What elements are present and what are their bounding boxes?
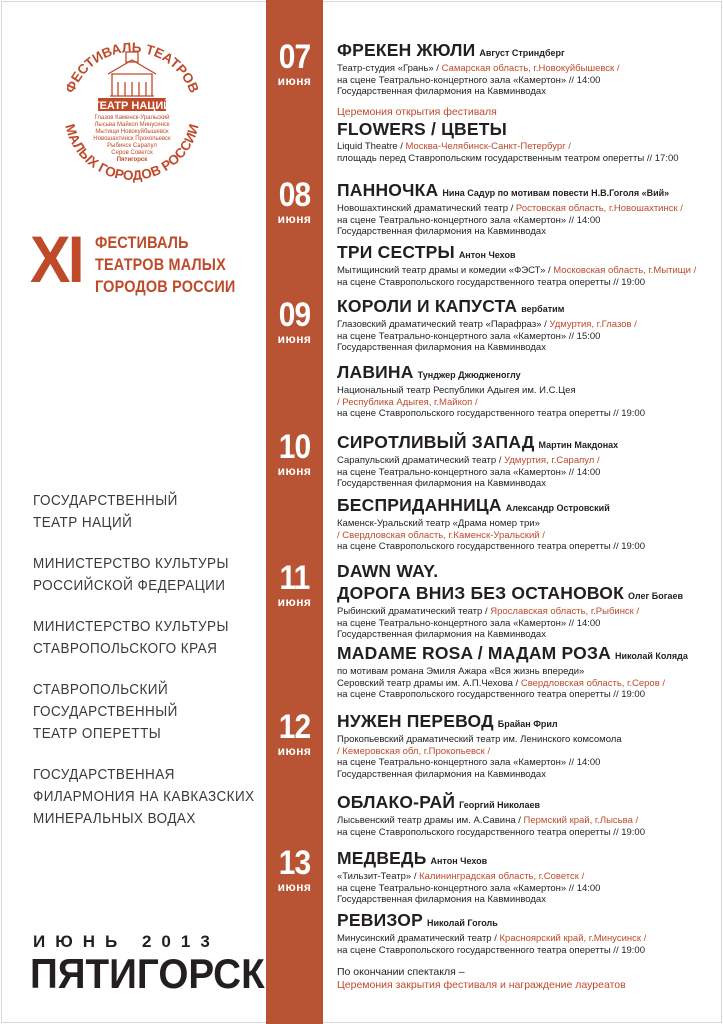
event-author: Олег Богаев bbox=[628, 591, 683, 601]
event-region: Самарская область, г.Новокуйбышевск / bbox=[441, 63, 620, 74]
event-title-row bbox=[337, 583, 712, 606]
date-day: 08 bbox=[278, 176, 311, 214]
event-title-row bbox=[337, 643, 712, 666]
event-detail: на сцене Театрально-концертного зала «Камертон» // 14:00 bbox=[337, 757, 601, 768]
date-day: 07 bbox=[278, 38, 311, 76]
event-title-row bbox=[337, 792, 712, 815]
event-detail-line bbox=[337, 478, 712, 490]
event-author: Мартин Макдонах bbox=[538, 440, 619, 450]
organizer bbox=[33, 490, 265, 534]
festival-name-line: ФЕСТИВАЛЬ bbox=[95, 233, 189, 252]
event-detail: на сцене Ставропольского государственного театра оперетты // 19:00 bbox=[337, 826, 645, 838]
event-detail-line bbox=[337, 215, 712, 227]
event-detail-line bbox=[337, 678, 712, 690]
event-title-row bbox=[337, 848, 712, 871]
event-author: вербатим bbox=[521, 304, 565, 314]
event-title-row bbox=[337, 296, 712, 319]
event-detail-line bbox=[337, 734, 712, 746]
date-month: июня bbox=[277, 332, 312, 346]
event-author: Николай Гоголь bbox=[426, 918, 498, 928]
event-title: РЕВИЗОР bbox=[337, 910, 423, 930]
event-detail-line bbox=[337, 86, 712, 98]
event-detail: на сцене Театрально-концертного зала «Камертон» // 14:00 bbox=[337, 882, 601, 894]
event-detail-line bbox=[337, 385, 712, 397]
program-event bbox=[337, 848, 712, 906]
event-title: ПАННОЧКА bbox=[337, 180, 439, 200]
event-detail-line bbox=[337, 141, 712, 153]
event-detail: Мытищинский театр драмы и комедии «ФЭСТ» / bbox=[337, 265, 554, 276]
event-detail-line bbox=[337, 63, 712, 75]
event-detail-line bbox=[337, 518, 712, 530]
logo-center-text: ТЕАТР НАЦИЙ bbox=[92, 100, 172, 112]
program-event bbox=[337, 910, 712, 956]
event-detail: на сцене Театрально-концертного зала «Камертон» // 14:00 bbox=[337, 214, 601, 226]
closing-note-line: По окончании спектакля – bbox=[337, 966, 465, 978]
event-detail-line bbox=[337, 541, 712, 553]
event-author: Николай Коляда bbox=[614, 651, 688, 661]
event-title: КОРОЛИ И КАПУСТА bbox=[337, 296, 518, 316]
festival-month: ИЮНЬ 2013 bbox=[33, 932, 220, 951]
logo-arc-text-top: ФЕСТИВАЛЬ ТЕАТРОВ bbox=[62, 39, 202, 96]
closing-note bbox=[337, 966, 712, 992]
event-detail: Государственная филармония на Кавминводах bbox=[337, 342, 546, 353]
event-region: Москва-Челябинск-Санкт-Петербург / bbox=[405, 141, 571, 152]
closing-ceremony: Церемония закрытия фестиваля и награждение лауреатов bbox=[337, 979, 626, 991]
event-detail: Государственная филармония на Кавминводах bbox=[337, 226, 546, 237]
event-detail: на сцене Театрально-концертного зала «Камертон» // 14:00 bbox=[337, 617, 601, 629]
event-detail-line bbox=[337, 746, 712, 758]
program-event bbox=[337, 106, 712, 164]
program-event bbox=[337, 432, 712, 490]
event-detail: Государственная филармония на Кавминводах bbox=[337, 894, 546, 905]
date-day: 09 bbox=[278, 296, 311, 334]
event-detail-line bbox=[337, 203, 712, 215]
festival-edition-number: XI bbox=[30, 222, 82, 296]
event-title: FLOWERS / ЦВЕТЫ bbox=[337, 119, 507, 139]
date-label bbox=[266, 40, 323, 88]
event-title-row bbox=[337, 432, 712, 455]
event-detail-line bbox=[337, 530, 712, 542]
event-region: Пермский край, г.Лысьва / bbox=[523, 815, 639, 826]
date-label bbox=[266, 430, 323, 478]
event-title-row bbox=[337, 910, 712, 933]
event-title-row bbox=[337, 711, 712, 734]
event-detail: Государственная филармония на Кавминводах bbox=[337, 629, 546, 640]
program-event bbox=[337, 180, 712, 238]
theatre-building-icon bbox=[108, 52, 156, 96]
event-detail-line bbox=[337, 75, 712, 87]
logo-city-list bbox=[93, 114, 171, 163]
event-detail: Минусинский драматический театр / bbox=[337, 933, 500, 944]
event-detail: на сцене Театрально-концертного зала «Камертон» // 14:00 bbox=[337, 466, 601, 478]
event-detail: Каменск-Уральский театр «Драма номер три» bbox=[337, 518, 540, 529]
event-title-row bbox=[337, 40, 712, 63]
festival-name-line: ГОРОДОВ РОССИИ bbox=[95, 277, 236, 296]
event-detail-line bbox=[337, 757, 712, 769]
event-detail-line bbox=[337, 666, 712, 678]
program-event bbox=[337, 792, 712, 838]
program-event bbox=[337, 40, 712, 98]
event-title: ОБЛАКО-РАЙ bbox=[337, 792, 456, 812]
event-title: БЕСПРИДАННИЦА bbox=[337, 495, 502, 515]
event-detail-line bbox=[337, 883, 712, 895]
event-detail: на сцене Ставропольского государственного театра оперетты // 19:00 bbox=[337, 408, 645, 419]
event-detail-line bbox=[337, 277, 712, 289]
event-detail: площадь перед Ставропольским государственным театром оперетты // 17:00 bbox=[337, 152, 679, 164]
event-detail-line bbox=[337, 265, 712, 277]
event-title: НУЖЕН ПЕРЕВОД bbox=[337, 711, 494, 731]
logo-city: Лысьва Майкоп Минусинск bbox=[94, 122, 170, 128]
event-detail: Государственная филармония на Кавминводах bbox=[337, 768, 546, 780]
event-title-row bbox=[337, 119, 712, 141]
festival-logo bbox=[52, 34, 212, 194]
event-detail: на сцене Ставропольского государственного театра оперетты // 19:00 bbox=[337, 689, 645, 700]
event-detail-line bbox=[337, 769, 712, 781]
organizer bbox=[33, 679, 265, 745]
date-label bbox=[266, 846, 323, 894]
event-detail-line bbox=[337, 397, 712, 409]
event-detail: на сцене Ставропольского государственного театра оперетты // 19:00 bbox=[337, 276, 645, 288]
event-detail-line bbox=[337, 689, 712, 701]
organizer-line: ГОСУДАРСТВЕННЫЙ bbox=[33, 492, 178, 509]
event-detail-line bbox=[337, 606, 712, 618]
event-detail-line bbox=[337, 871, 712, 883]
event-detail: Государственная филармония на Кавминводах bbox=[337, 86, 546, 97]
event-detail: Прокопьевский драматический театр им. Ленинского комсомола bbox=[337, 734, 622, 745]
organizer-line: ГОСУДАРСТВЕННЫЙ bbox=[33, 703, 178, 720]
date-month: июня bbox=[277, 880, 312, 894]
event-detail: Новошахтинский драматический театр / bbox=[337, 203, 516, 214]
event-detail: Государственная филармония на Кавминводах bbox=[337, 478, 546, 489]
program-event bbox=[337, 242, 712, 288]
date-day: 12 bbox=[278, 708, 311, 746]
event-detail: Серовский театр драмы им. А.П.Чехова / bbox=[337, 677, 521, 689]
festival-title bbox=[30, 222, 265, 306]
event-title-row bbox=[337, 362, 712, 385]
event-title-row bbox=[337, 561, 712, 583]
organizer bbox=[33, 616, 265, 660]
organizer-line: ТЕАТР НАЦИЙ bbox=[33, 514, 133, 531]
event-detail: Сарапульский драматический театр / bbox=[337, 455, 505, 466]
organizer bbox=[33, 764, 265, 830]
organizer-line: МИНИСТЕРСТВО КУЛЬТУРЫ bbox=[33, 555, 229, 572]
event-title: ЛАВИНА bbox=[337, 362, 414, 382]
event-author: Антон Чехов bbox=[430, 856, 488, 866]
event-detail: Глазовский драматический театр «Парафраз» / bbox=[337, 319, 550, 330]
date-month: июня bbox=[277, 464, 312, 478]
event-detail-line bbox=[337, 319, 712, 331]
organizer-line: СТАВРОПОЛЬСКОГО КРАЯ bbox=[33, 640, 218, 657]
event-title: ТРИ СЕСТРЫ bbox=[337, 242, 455, 262]
logo-city: Рыбинск Сарапул bbox=[107, 143, 157, 149]
event-detail: по мотивам романа Эмиля Ажара «Вся жизнь впереди» bbox=[337, 666, 585, 677]
event-detail-line bbox=[337, 226, 712, 238]
event-title: ФРЕКЕН ЖЮЛИ bbox=[337, 40, 476, 60]
logo-city: Глазов Каменск-Уральский bbox=[94, 115, 170, 121]
event-author: Брайан Фрил bbox=[497, 719, 558, 729]
event-detail: на сцене Ставропольского государственного театра оперетты // 19:00 bbox=[337, 944, 645, 956]
program-event bbox=[337, 495, 712, 553]
event-detail-line bbox=[337, 827, 712, 839]
event-region: Красноярский край, г.Минусинск / bbox=[499, 933, 647, 944]
festival-city: ПЯТИГОРСК bbox=[30, 950, 265, 997]
event-detail: Национальный театр Республики Адыгея им. И.С.Цея bbox=[337, 385, 576, 396]
organizers-list bbox=[33, 490, 265, 849]
event-region: Калининградская область, г.Советск / bbox=[419, 871, 585, 882]
event-region: Ярославская область, г.Рыбинск / bbox=[490, 606, 640, 617]
organizer-line: ФИЛАРМОНИЯ НА КАВКАЗСКИХ bbox=[33, 788, 255, 805]
event-title: МЕДВЕДЬ bbox=[337, 848, 427, 868]
event-author: Август Стриндберг bbox=[479, 48, 565, 58]
event-detail: на сцене Театрально-концертного зала «Камертон» // 14:00 bbox=[337, 74, 601, 86]
event-author: Георгий Николаев bbox=[459, 800, 541, 810]
event-detail: на сцене Театрально-концертного зала «Камертон» // 15:00 bbox=[337, 330, 601, 342]
event-detail-line bbox=[337, 945, 712, 957]
event-detail-line bbox=[337, 408, 712, 420]
date-day: 13 bbox=[278, 844, 311, 882]
date-label bbox=[266, 178, 323, 226]
event-region: Московская область, г.Мытищи / bbox=[553, 265, 697, 276]
event-region: Удмуртия, г.Глазов / bbox=[549, 319, 637, 330]
logo-city: Пятигорск bbox=[116, 157, 148, 163]
event-detail: Театр-студия «Грань» / bbox=[337, 63, 442, 74]
organizer-line: МИНИСТЕРСТВО КУЛЬТУРЫ bbox=[33, 618, 229, 635]
event-note: Церемония открытия фестиваля bbox=[337, 106, 497, 118]
event-detail-line bbox=[337, 894, 712, 906]
event-detail-line bbox=[337, 153, 712, 165]
event-detail-line bbox=[337, 455, 712, 467]
date-day: 11 bbox=[279, 559, 310, 597]
date-label bbox=[266, 561, 323, 609]
event-detail-line bbox=[337, 629, 712, 641]
event-detail: Liquid Theatre / bbox=[337, 141, 406, 152]
event-region: / Свердловская область, г.Каменск-Уральский / bbox=[337, 529, 545, 541]
organizer-line: РОССИЙСКОЙ ФЕДЕРАЦИИ bbox=[33, 577, 226, 594]
program-event bbox=[337, 711, 712, 780]
event-region: Свердловская область, г.Серов / bbox=[520, 677, 666, 689]
event-region: Ростовская область, г.Новошахтинск / bbox=[515, 203, 683, 214]
date-month: июня bbox=[277, 74, 312, 88]
event-detail: Лысьвенский театр драмы им. А.Савина / bbox=[337, 815, 524, 826]
date-month: июня bbox=[277, 212, 312, 226]
event-detail-line bbox=[337, 933, 712, 945]
date-month: июня bbox=[277, 744, 312, 758]
event-detail-line bbox=[337, 815, 712, 827]
date-day: 10 bbox=[278, 428, 311, 466]
event-author: Антон Чехов bbox=[458, 250, 516, 260]
event-detail-line bbox=[337, 467, 712, 479]
event-detail-line bbox=[337, 618, 712, 630]
event-title-row bbox=[337, 495, 712, 518]
organizer-line: ГОСУДАРСТВЕННАЯ bbox=[33, 766, 175, 783]
logo-emblem bbox=[52, 34, 212, 194]
event-author: Тунджер Джюдженоглу bbox=[417, 370, 521, 380]
date-month: июня bbox=[277, 595, 312, 609]
program-event bbox=[337, 643, 712, 701]
program-event bbox=[337, 362, 712, 420]
event-title-row bbox=[337, 180, 712, 203]
event-title: DAWN WAY. bbox=[337, 561, 439, 581]
event-detail: Рыбинский драматический театр / bbox=[337, 606, 491, 617]
program-event bbox=[337, 296, 712, 354]
festival-name bbox=[95, 232, 265, 298]
organizer bbox=[33, 553, 265, 597]
organizer-line: МИНЕРАЛЬНЫХ ВОДАХ bbox=[33, 810, 196, 827]
event-detail-line bbox=[337, 342, 712, 354]
event-author: Александр Островский bbox=[505, 503, 610, 513]
festival-name-line: ТЕАТРОВ МАЛЫХ bbox=[95, 255, 226, 274]
event-title: MADAME ROSA / МАДАМ РОЗА bbox=[337, 643, 611, 663]
program-event bbox=[337, 561, 712, 641]
logo-city: Серов Советск bbox=[111, 150, 153, 156]
event-detail-line bbox=[337, 331, 712, 343]
event-region: Удмуртия, г.Сарапул / bbox=[504, 455, 600, 466]
event-detail: «Тильзит-Театр» / bbox=[337, 871, 420, 882]
organizer-line: СТАВРОПОЛЬСКИЙ bbox=[33, 681, 169, 698]
event-title: ДОРОГА ВНИЗ БЕЗ ОСТАНОВОК bbox=[337, 583, 624, 603]
event-region: / Республика Адыгея, г.Майкоп / bbox=[337, 396, 478, 408]
event-region: / Кемеровская обл, г.Прокопьевск / bbox=[337, 745, 491, 757]
event-detail: на сцене Ставропольского государственного театра оперетты // 19:00 bbox=[337, 541, 645, 552]
date-label bbox=[266, 298, 323, 346]
logo-arc-text-bottom: МАЛЫХ ГОРОДОВ РОССИИ bbox=[62, 122, 202, 184]
date-label bbox=[266, 710, 323, 758]
event-author: Нина Садур по мотивам повести Н.В.Гоголя «Вий» bbox=[442, 188, 670, 198]
event-title-row bbox=[337, 242, 712, 265]
organizer-line: ТЕАТР ОПЕРЕТТЫ bbox=[33, 725, 162, 742]
event-title: СИРОТЛИВЫЙ ЗАПАД bbox=[337, 432, 535, 452]
logo-city: Новошахтинск Прокопьевск bbox=[93, 136, 171, 142]
logo-city: Мытищи Новокуйбышевск bbox=[95, 129, 169, 135]
